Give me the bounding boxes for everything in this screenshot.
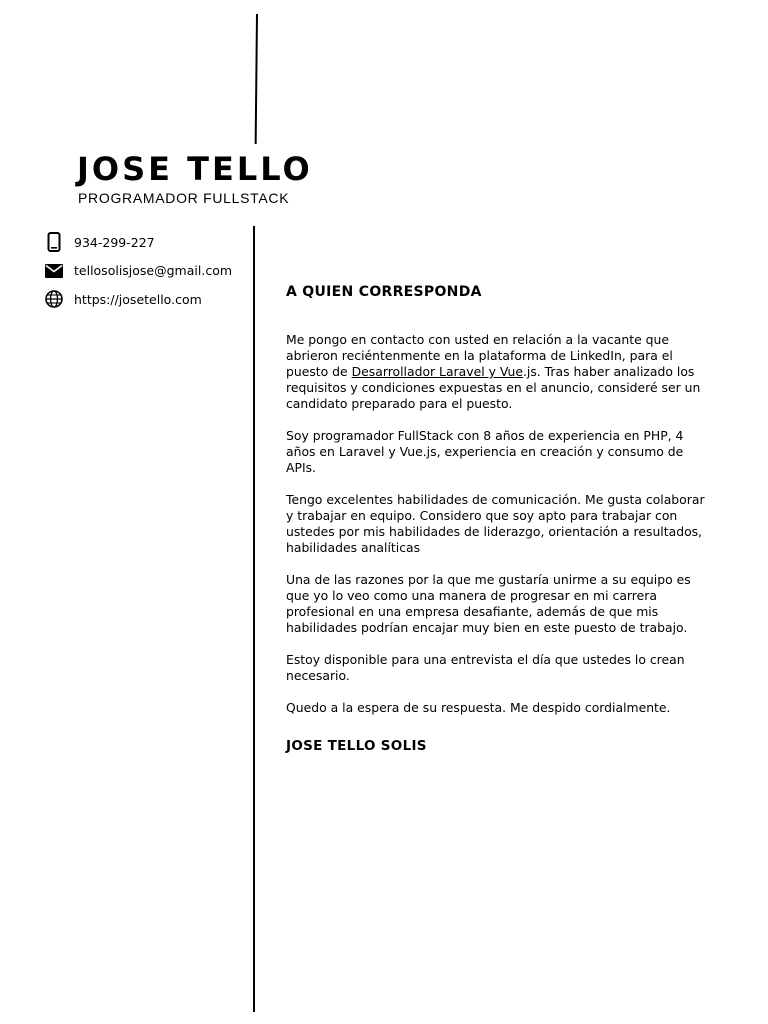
contact-website	[44, 285, 244, 314]
letter-body	[286, 332, 711, 732]
job-title-link[interactable]: Desarrollador Laravel y Vue	[351, 364, 523, 379]
top-divider-line	[255, 14, 258, 144]
paragraph-5: Estoy disponible para una entrevista el día que ustedes lo crean necesario.	[286, 652, 685, 683]
contact-phone	[44, 228, 244, 257]
letter-signature: JOSE TELLO SOLIS	[286, 738, 427, 754]
letter-greeting: A QUIEN CORRESPONDA	[286, 284, 482, 300]
candidate-role: PROGRAMADOR FULLSTACK	[78, 190, 290, 206]
paragraph-4: Una de las razones por la que me gustaría unirme a su equipo es que yo lo veo como una manera de progresar en mi carrera profesional en una empresa desafiante, además de que mis habilidades podrían encajar muy bien en este puesto de trabajo.	[286, 572, 691, 635]
paragraph-3: Tengo excelentes habilidades de comunicación. Me gusta colaborar y trabajar en equipo. Considero que soy apto para trabajar con ustedes por mis habilidades de liderazgo, orientación a resultados, habilidades analíticas	[286, 492, 705, 555]
paragraph-1-end: .js. Tras haber analizado los requisitos y condiciones expuestas en el anuncio, consideré ser un candidato preparado para el puesto.	[286, 364, 701, 411]
contact-list	[44, 228, 244, 314]
contact-website-link[interactable]: https://josetello.com	[74, 291, 202, 307]
contact-email-text[interactable]: tellosolisjose@gmail.com	[74, 263, 233, 279]
email-icon	[44, 261, 64, 281]
contact-phone-text: 934-299-227	[74, 234, 155, 250]
contact-email	[44, 257, 244, 286]
paragraph-1-start: Me pongo en contacto con usted en relación a la vacante que abrieron reciéntenmente en la plataforma de LinkedIn, para el puesto de	[286, 332, 673, 379]
column-divider-line	[253, 226, 255, 1012]
paragraph-6: Quedo a la espera de su respuesta. Me despido cordialmente.	[286, 700, 671, 715]
globe-icon	[44, 289, 64, 309]
candidate-name: JOSE TELLO	[77, 150, 313, 188]
paragraph-2: Soy programador FullStack con 8 años de experiencia en PHP, 4 años en Laravel y Vue.js, experiencia en creación y consumo de APIs.	[286, 428, 684, 475]
phone-icon	[44, 232, 64, 252]
paragraph-1	[286, 332, 711, 412]
